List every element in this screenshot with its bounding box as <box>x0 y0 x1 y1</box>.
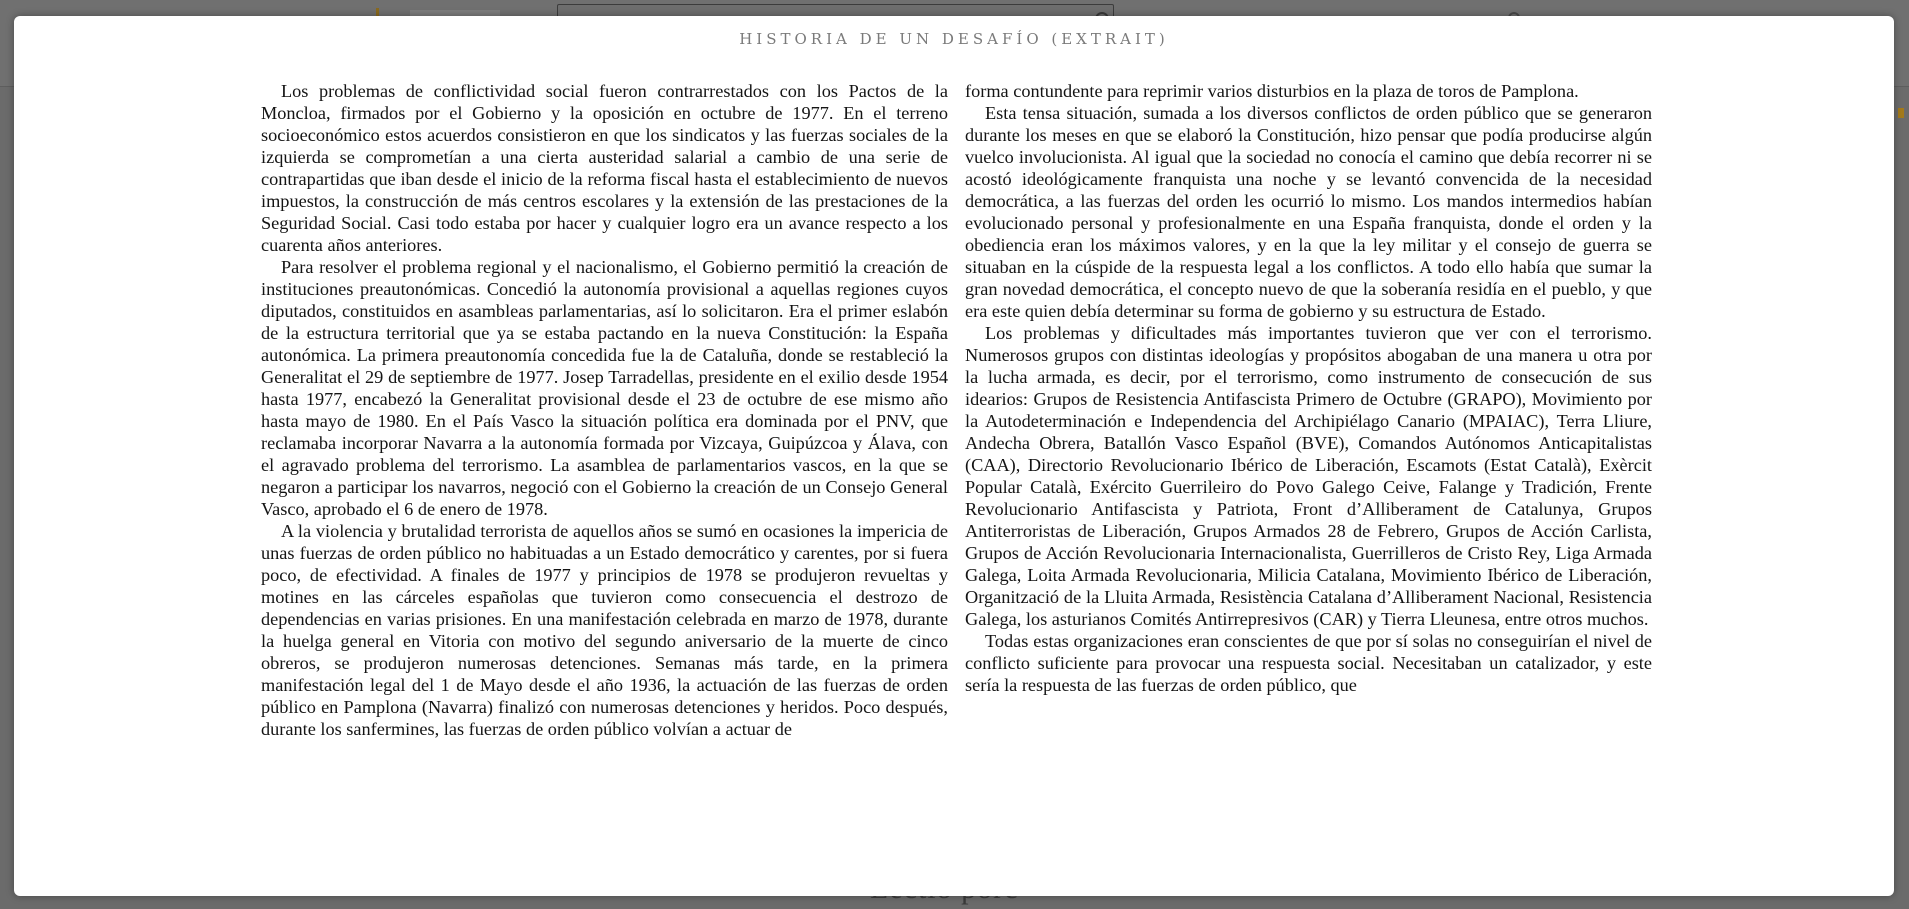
text-column-left <box>261 80 948 740</box>
excerpt-modal <box>14 16 1894 896</box>
paragraph: A la violencia y brutalidad terrorista de aquellos años se sumó en ocasiones la impericia de unas fuerzas de orden público no habituadas a un Estado democrático y carentes, por si fuera poco, de efectividad. A finales de 1977 y principios de 1978 se produjeron revueltas y motines en las cárceles españolas que tuvieron como consecuencia el destrozo de dependencias en varias prisiones. En una manifestación celebrada en marzo de 1978, durante la huelga general en Vitoria con motivo del segundo aniversario de la muerte de cinco obreros, se produjeron numerosas detenciones. Semanas más tarde, en la primera manifestación legal del 1 de Mayo desde el año 1936, la actuación de las fuerzas de orden público en Pamplona (Navarra) finalizó con numerosas detenciones y heridos. Poco después, durante los sanfermines, las fuerzas de orden público volvían a actuar de <box>261 521 948 739</box>
paragraph: Los problemas y dificultades más importantes tuvieron que ver con el terrorismo. Numerosos grupos con distintas ideologías y propósitos abogaban de una manera u otra por la lucha armada, es decir, por el terrorismo, como instrumento de consecución de sus idearios: Grupos de Resistencia Antifascista Primero de Octubre (GRAPO), Movimiento por la Autodeterminación e Independencia del Archipiélago Canario (MPAIAC), Terra Lliure, Andecha Obrera, Batallón Vasco Español (BVE), Comandos Autónomos Anticapitalistas (CAA), Directorio Revolucionario Ibérico de Liberación, Escamots (Estat Català), Exèrcit Popular Català, Exército Guerrileiro do Povo Galego Ceive, Falange y Tradición, Frente Revolucionario Antifascista y Patriota, Front d’Alliberament de Catalunya, Grupos Antiterroristas de Liberación, Grupos Armados 28 de Febrero, Grupos de Acción Carlista, Grupos de Acción Revolucionaria Internacionalista, Guerrilleros de Cristo Rey, Liga Armada Galega, Loita Armada Revolucionaria, Milicia Catalana, Movimiento Ibérico de Liberación, Organització de la Lluita Armada, Resistència Catalana d’Alliberament Nacional, Resistencia Galega, los asturianos Comités Antirrepresivos (CAR) y Tierra Lleunesa, entre otros muchos. <box>965 323 1652 629</box>
paragraph: Para resolver el problema regional y el nacionalismo, el Gobierno permitió la creación de instituciones preautonómicas. Concedió la autonomía provisional a aquellas regiones cuyos diputados, constituidos en asambleas parlamentarias, así lo solicitaron. Era el primer eslabón de la estructura territorial que ya se estaba pactando en la nueva Constitución: la España autonómica. La primera preautonomía concedida fue la de Cataluña, donde se restableció la Generalitat el 29 de septiembre de 1977. Josep Tarradellas, presidente en el exilio desde 1954 hasta 1977, encabezó la Generalitat provisional desde el 23 de octubre de ese mismo año hasta mayo de 1980. En el País Vasco la situación política era dominada por el PNV, que reclamaba incorporar Navarra a la autonomía formada por Vizcaya, Guipúzcoa y Álava, con el agravado problema del terrorismo. La asamblea de parlamentarios vascos, en la que se negaron a participar los navarros, negoció con el Gobierno la creación de un Consejo General Vasco, aprobado el 6 de enero de 1978. <box>261 257 948 519</box>
paragraph: Los problemas de conflictividad social fueron contrarrestados con los Pactos de la Moncloa, firmados por el Gobierno y la oposición en octubre de 1977. En el terreno socioeconómico estos acuerdos consistieron en que los sindicatos y las fuerzas sociales de la izquierda se comprometían a una cierta austeridad salarial a cambio de una serie de contrapartidas que iban desde el inicio de la reforma fiscal hasta el establecimiento de nuevos impuestos, la construcción de más centros escolares y la extensión de las prestaciones de la Seguridad Social. Casi todo estaba por hacer y cualquier logro era un avance respecto a los cuarenta años anteriores. <box>261 81 948 255</box>
text-column-right <box>965 80 1652 696</box>
modal-title: HISTORIA DE UN DESAFÍO (EXTRAIT) <box>739 30 1169 48</box>
paragraph: Todas estas organizaciones eran conscientes de que por sí solas no conseguirían el nivel de conflicto suficiente para provocar una respuesta social. Necesitaban un catalizador, y este sería la respuesta de las fuerzas de orden público, que <box>965 631 1652 695</box>
side-accent-bar <box>1898 108 1904 118</box>
paragraph-continued: forma contundente para reprimir varios disturbios en la plaza de toros de Pamplona. <box>965 81 1579 101</box>
paragraph: Esta tensa situación, sumada a los diversos conflictos de orden público que se generaron durante los meses en que se elaboró la Constitución, hizo pensar que podía producirse algún vuelco involucionista. Al igual que la sociedad no conocía el camino que debía recorrer ni se acostó ideológicamente franquista una noche y se levantó convencida de la necesidad democrática, a las fuerzas del orden les ocurrió lo mismo. Los mandos intermedios habían evolucionado personal y profesionalmente en una España franquista, donde el orden y la obediencia eran los máximos valores, y en la que la ley militar y el consejo de guerra se situaban en la cúspide de la respuesta legal a los conflictos. A todo ello había que sumar la gran novedad democrática, el concepto nuevo de que la soberanía residía en el pueblo, y que era este quien debía determinar su forma de gobierno y su estructura de Estado. <box>965 103 1652 321</box>
